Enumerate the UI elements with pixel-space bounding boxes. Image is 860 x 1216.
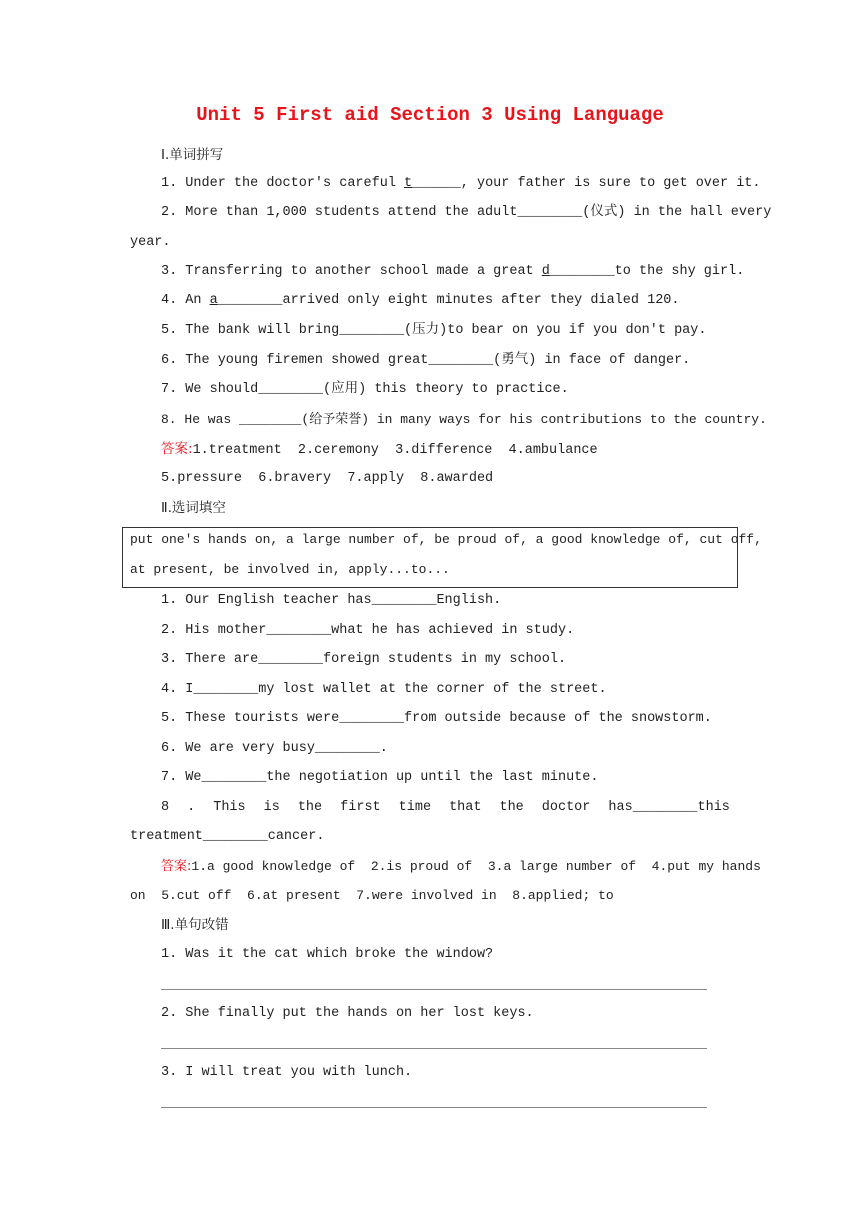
question-text: ______, your father is sure to get over it. [412,176,761,191]
question-text: 3. Transferring to another school made a great [161,264,542,279]
question-item: 6. We are very busy________. [161,741,388,756]
question-item-continued: treatment________cancer. [130,829,325,844]
question-item: 1. Our English teacher has________English. [161,593,502,608]
answer-blank-line[interactable] [161,1107,707,1108]
question-item: 3. There are________foreign students in my school. [161,652,567,667]
word: 8 [161,800,170,815]
answer-line: 5.pressure 6.bravery 7.apply 8.awarded [161,471,494,486]
question-item-justified [161,798,730,818]
answer-text: 1.treatment 2.ceremony 3.difference 4.ambulance [192,443,598,458]
word: first [340,800,381,815]
word: has________this [608,800,730,815]
question-item: 5. These tourists were________from outside because of the snowstorm. [161,711,712,726]
question-item [161,174,761,194]
word: time [398,800,432,815]
question-text: ________arrived only eight minutes after they dialed 120. [217,293,680,308]
answer-blank-line[interactable] [161,1048,707,1049]
word: that [449,800,482,815]
page-title: Unit 5 First aid Section 3 Using Language [196,104,664,126]
answer-label: 答案: [161,859,192,874]
question-item: 4. I________my lost wallet at the corner of the street. [161,682,607,697]
question-item: 1. Was it the cat which broke the window? [161,947,494,962]
word: the [499,800,524,815]
answer-blank-line[interactable] [161,989,707,990]
question-text: 1. Under the doctor's careful [161,176,405,191]
word: the [297,800,323,815]
answer-text: 1.a good knowledge of 2.is proud of 3.a large number of 4.put my hands [191,859,761,874]
section-heading: Ⅱ.选词填空 [161,500,226,516]
question-item: 2. She finally put the hands on her lost keys. [161,1006,534,1021]
question-item: 7. We________the negotiation up until the last minute. [161,770,599,785]
answer-line: on 5.cut off 6.at present 7.were involved in 8.applied; to [130,888,614,903]
question-item: 6. The young firemen showed great________(勇气) in face of danger. [161,353,691,368]
hint-letter: d [541,264,550,279]
question-item: 8. He was ________(给予荣誉) in many ways for his contributions to the country. [161,412,767,427]
answer-line [161,857,761,877]
word: is [263,800,280,815]
answer-label: 答案: [161,441,193,457]
question-item [161,262,745,282]
question-item: 3. I will treat you with lunch. [161,1065,413,1080]
section-heading: Ⅰ.单词拼写 [161,147,224,163]
question-item: 2. More than 1,000 students attend the adult________(仪式) in the hall every [161,205,772,220]
word: This [213,800,246,815]
word-bank-line: at present, be involved in, apply...to... [130,562,450,577]
section-heading: Ⅲ.单句改错 [161,917,229,933]
question-item: 7. We should________(应用) this theory to practice. [161,382,569,397]
question-item: 2. His mother________what he has achieved in study. [161,623,575,638]
question-text: ________to the shy girl. [549,264,745,279]
hint-letter: t [404,176,413,191]
question-item-continued: year. [130,235,171,250]
hint-letter: a [209,293,218,308]
question-item: 5. The bank will bring________(压力)to bear on you if you don't pay. [161,323,707,338]
answer-line [161,439,741,461]
word: doctor [541,800,591,815]
word-bank-line: put one's hands on, a large number of, be proud of, a good knowledge of, cut off, [130,532,762,547]
question-text: 4. An [161,293,210,308]
word: . [187,800,196,815]
question-item [161,291,741,311]
